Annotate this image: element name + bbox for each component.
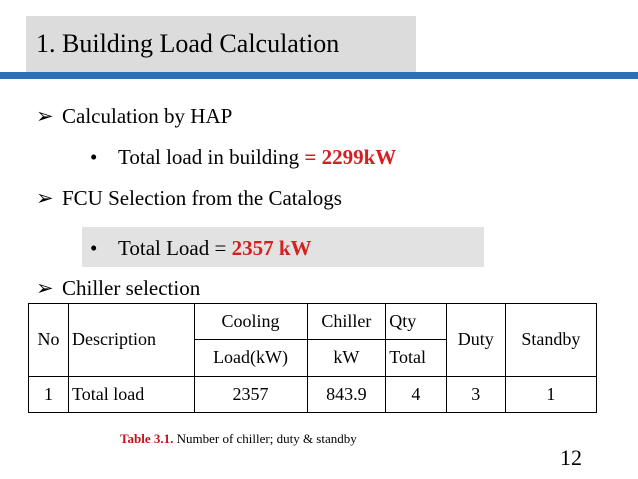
section-hap-heading: Calculation by HAP [62, 104, 233, 128]
header-duty: Duty [446, 304, 505, 377]
header-chiller-unit: kW [307, 340, 386, 376]
arrow-bullet-icon: ➢ [36, 186, 54, 210]
table-row [29, 376, 597, 412]
cell-duty: 3 [446, 376, 505, 412]
section-fcu-heading: FCU Selection from the Catalogs [62, 186, 342, 210]
table-caption [120, 431, 357, 447]
header-chiller: Chiller [307, 304, 386, 340]
title-underline [0, 72, 638, 79]
header-qty: Qty [386, 304, 446, 340]
cell-description: Total load [69, 376, 195, 412]
chiller-table [28, 303, 597, 413]
header-cooling-unit: Load(kW) [194, 340, 307, 376]
cell-no: 1 [29, 376, 69, 412]
caption-label: Table 3.1. [120, 431, 174, 446]
arrow-bullet-icon: ➢ [36, 104, 54, 128]
cell-chiller-kw: 843.9 [307, 376, 386, 412]
bullet-value: 2357 kW [231, 236, 312, 260]
section-fcu [36, 186, 342, 211]
bullet-label: Total Load = [118, 236, 227, 260]
bullet-label: Total load in building [118, 145, 300, 169]
dot-bullet-icon: • [90, 236, 98, 260]
cell-qty-total: 4 [386, 376, 446, 412]
header-qty-unit: Total [386, 340, 446, 376]
table-header-row [29, 304, 597, 340]
header-cooling: Cooling [194, 304, 307, 340]
page-number: 12 [560, 445, 582, 470]
slide-title: 1. Building Load Calculation [36, 29, 340, 58]
bullet-total-load-building [90, 145, 396, 170]
section-chiller [36, 276, 200, 301]
header-standby: Standby [505, 304, 596, 377]
section-hap [36, 104, 232, 129]
dot-bullet-icon: • [90, 145, 98, 169]
header-description: Description [69, 304, 195, 377]
bullet-value: = 2299kW [304, 145, 397, 169]
arrow-bullet-icon: ➢ [36, 276, 54, 300]
cell-cooling-load: 2357 [194, 376, 307, 412]
section-chiller-heading: Chiller selection [62, 276, 201, 300]
caption-text: Number of chiller; duty & standby [173, 431, 357, 446]
bullet-total-load-fcu [90, 236, 312, 261]
cell-standby: 1 [505, 376, 596, 412]
header-no: No [29, 304, 69, 377]
